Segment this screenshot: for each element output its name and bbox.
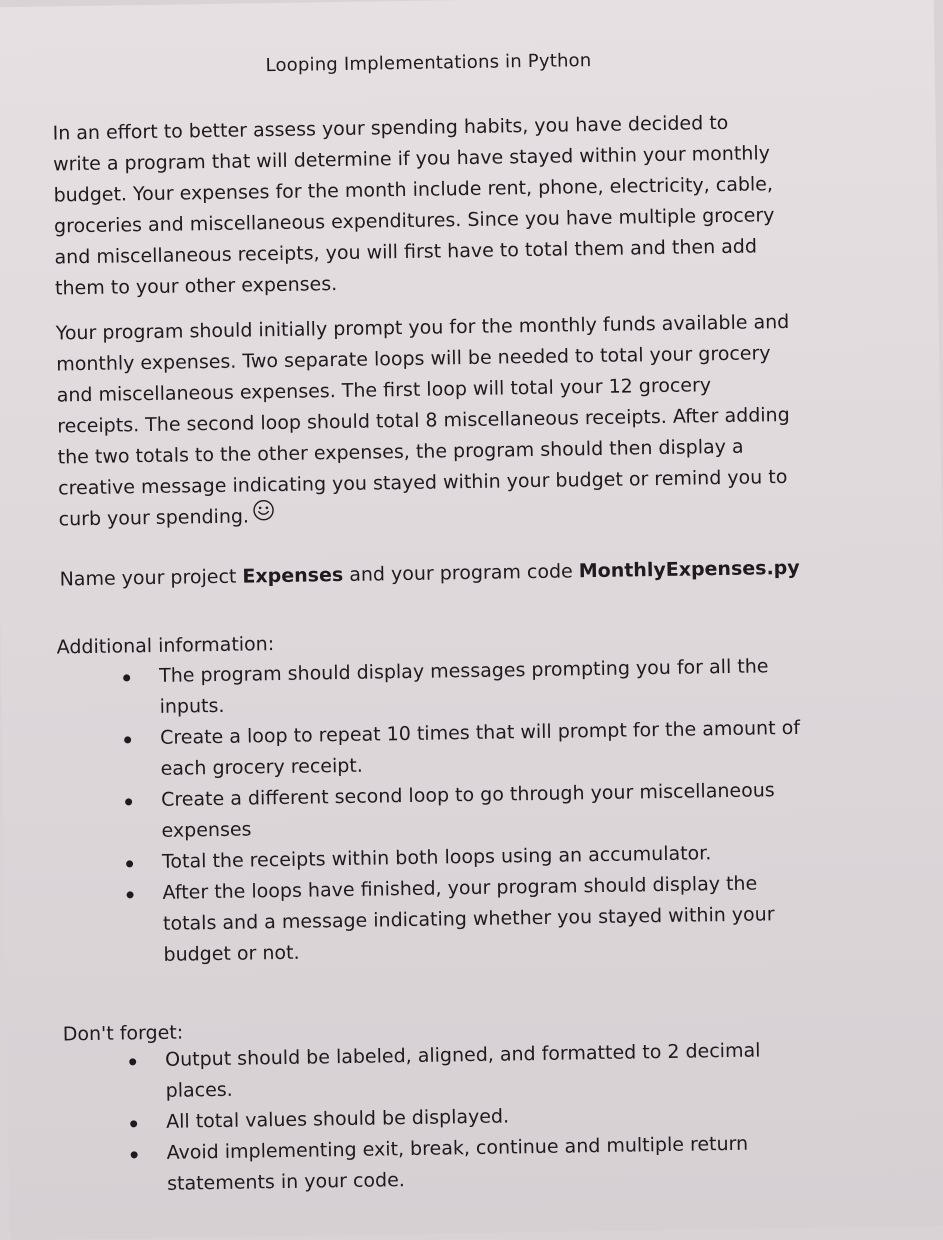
paragraph-line: In an effort to better assess your spending habits, you have decided to bbox=[52, 111, 729, 145]
project-name: Expenses bbox=[242, 563, 344, 588]
paragraph-line: the two totals to the other expenses, the program should then display a bbox=[57, 435, 744, 469]
list-item-line: Total the receipts within both loops using an accumulator. bbox=[161, 842, 712, 873]
bullet-icon bbox=[129, 1058, 136, 1065]
bullet-icon bbox=[130, 1120, 137, 1127]
additional-info-heading: Additional information: bbox=[56, 633, 275, 659]
naming-prefix: Name your project bbox=[59, 565, 243, 591]
list-item-line: totals and a message indicating whether you stayed within your bbox=[162, 903, 775, 935]
additional-info-list bbox=[1, 649, 943, 974]
dont-forget-heading: Don't forget: bbox=[62, 1021, 184, 1046]
paragraph-line: and miscellaneous expenses. The first loop will total your 12 grocery bbox=[56, 374, 712, 407]
bullet-icon bbox=[127, 891, 134, 898]
list-item-line: inputs. bbox=[159, 694, 225, 718]
document-title: Looping Implementations in Python bbox=[265, 50, 592, 77]
bullet-icon bbox=[124, 736, 131, 743]
project-naming-paragraph bbox=[59, 552, 859, 596]
list-item-line: The program should display messages prompting you for all the bbox=[158, 655, 769, 687]
paragraph-line bbox=[59, 552, 859, 596]
bullet-icon bbox=[126, 860, 133, 867]
dont-forget-list bbox=[7, 1033, 943, 1203]
bullet-icon bbox=[125, 798, 132, 805]
bullet-icon bbox=[123, 674, 130, 681]
paragraph-line: write a program that will determine if you have stayed within your monthly bbox=[52, 142, 771, 176]
paragraph-line: budget. Your expenses for the month include rent, phone, electricity, cable, bbox=[53, 173, 774, 207]
program-file-name: MonthlyExpenses.py bbox=[578, 556, 800, 583]
paragraph-line: them to your other expenses. bbox=[54, 273, 338, 300]
list-item-line: each grocery receipt. bbox=[160, 754, 363, 780]
list-item-line: All total values should be displayed. bbox=[165, 1105, 510, 1133]
list-item bbox=[4, 866, 943, 974]
paragraph-line: and miscellaneous receipts, you will first have to total them and then add bbox=[54, 235, 758, 269]
paragraph-line: monthly expenses. Two separate loops will be needed to total your grocery bbox=[56, 342, 771, 376]
list-item-line: Output should be labeled, aligned, and formatted to 2 decimal bbox=[165, 1039, 761, 1071]
intro-paragraph bbox=[52, 106, 855, 305]
requirements-paragraph bbox=[56, 306, 859, 536]
paragraph-line: creative message indicating you stayed within your budget or remind you to bbox=[58, 466, 788, 500]
list-item-line: After the loops have finished, your program should display the bbox=[162, 872, 758, 904]
paragraph-line-text: curb your spending. bbox=[58, 505, 250, 531]
list-item-line: Create a different second loop to go through your miscellaneous bbox=[160, 779, 775, 811]
naming-middle: and your program code bbox=[343, 560, 579, 586]
smiley-face-icon bbox=[253, 499, 275, 531]
paragraph-line: Your program should initially prompt you for the monthly funds available and bbox=[55, 310, 790, 345]
paragraph-line: groceries and miscellaneous expenditures. Since you have multiple grocery bbox=[53, 204, 775, 238]
bullet-icon bbox=[131, 1151, 138, 1158]
list-item-line: Create a loop to repeat 10 times that will prompt for the amount of bbox=[159, 716, 801, 749]
paragraph-line: receipts. The second loop should total 8 miscellaneous receipts. After adding bbox=[57, 403, 790, 438]
list-item-line: statements in your code. bbox=[166, 1169, 406, 1195]
list-item-line: expenses bbox=[161, 818, 252, 842]
list-item-line: budget or not. bbox=[163, 941, 300, 966]
list-item-line: Avoid implementing exit, break, continue and multiple return bbox=[166, 1132, 749, 1164]
list-item-line: places. bbox=[165, 1078, 233, 1102]
